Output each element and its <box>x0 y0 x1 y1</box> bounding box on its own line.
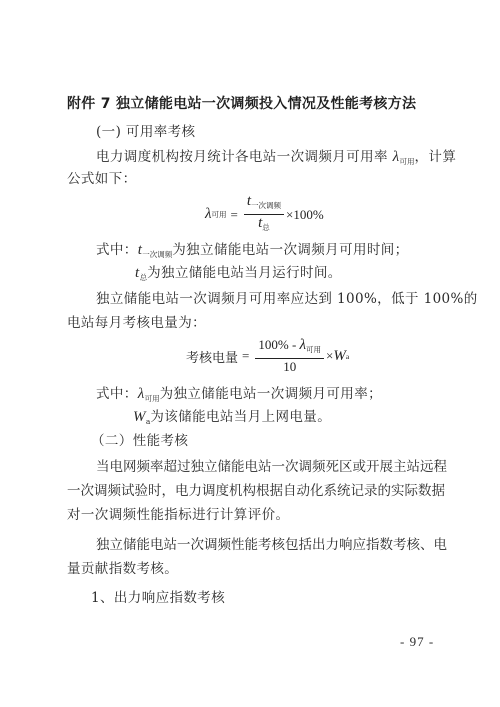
fraction-denominator: $t_总$ <box>258 215 270 232</box>
formula-subscript: 可用 <box>211 210 227 219</box>
formula-equals: = <box>242 348 250 363</box>
definition-subscript: 总 <box>139 273 148 282</box>
definition-symbol: W <box>133 409 146 425</box>
definition-text: 为独立储能电站一次调频月可用时间； <box>172 242 409 258</box>
definition-text: 为独立储能电站当月运行时间。 <box>147 265 342 281</box>
availability-formula <box>205 193 324 236</box>
fraction-numerator: $100\% - \lambda_{可用}$ <box>258 337 322 354</box>
list-item-heading: 1、出力响应指数考核 <box>91 590 226 606</box>
definition-symbol: t <box>135 265 140 281</box>
definition-symbol: t <box>137 242 143 258</box>
formula-symbol: W <box>333 347 346 364</box>
paragraph-line: 量贡献指数考核。 <box>67 561 179 577</box>
definition-text: 为独立储能电站一次调频月可用率； <box>159 386 383 402</box>
section-heading-availability: (一) 可用率考核 <box>96 124 196 140</box>
definition-line: 式中：$\lambda_{可用}$为独立储能电站一次调频月可用率； <box>96 386 383 403</box>
definition-line <box>135 264 438 287</box>
lambda-subscript: 可用 <box>399 157 415 166</box>
lambda-symbol: λ <box>392 149 400 165</box>
paragraph-line: 当电网频率超过独立储能电站一次调频死区或开展主站远程 <box>96 459 447 475</box>
paragraph-text: ，计算 <box>414 149 457 165</box>
definition-text: 为该储能电站当月上网电量。 <box>150 409 332 425</box>
paragraph-text: 电力调度机构按月统计各电站一次调频月可用率 <box>96 149 388 165</box>
page-number: - 97 - <box>400 634 435 649</box>
penalty-formula <box>186 337 349 375</box>
fraction-denominator: 10 <box>283 359 297 374</box>
paragraph-line <box>96 148 457 171</box>
formula-multiplier: × <box>326 348 334 363</box>
formula-lhs: 考核电量 <box>186 350 239 366</box>
paragraph-line: 一次调频试验时，电力调度机构根据自动化系统记录的实际数据 <box>67 483 445 499</box>
formula-equals: = <box>230 206 238 222</box>
definition-subscript: a <box>145 417 151 426</box>
formula-multiplier: ×100% <box>286 206 324 222</box>
paragraph-line: 电站每月考核电量为： <box>67 315 206 331</box>
definition-line <box>133 408 438 431</box>
paragraph-line: 对一次调频性能指标进行计算评价。 <box>67 507 290 523</box>
definition-symbol: λ <box>137 386 145 402</box>
definition-subscript: 一次调频 <box>142 250 173 259</box>
formula-symbol: λ <box>205 206 212 222</box>
definition-subscript: 可用 <box>144 394 160 403</box>
definition-line: 式中：$t_{一次调频}$为独立储能电站一次调频月可用时间； <box>96 242 409 259</box>
section-heading-performance: （二）性能考核 <box>91 433 189 449</box>
formula-subscript: a <box>345 351 350 361</box>
formula-fraction <box>244 193 284 236</box>
paragraph-line: 独立储能电站一次调频月可用率应达到 100%，低于 100%的 <box>96 291 478 307</box>
paragraph-line: 公式如下： <box>67 171 137 187</box>
page-title: 附件 7 独立储能电站一次调频投入情况及性能考核方法 <box>67 96 417 112</box>
formula-fraction <box>255 337 324 375</box>
paragraph-line: 独立储能电站一次调频性能考核包括出力响应指数考核、电 <box>96 537 447 553</box>
fraction-numerator: $t_{一次调频}$ <box>246 193 282 210</box>
